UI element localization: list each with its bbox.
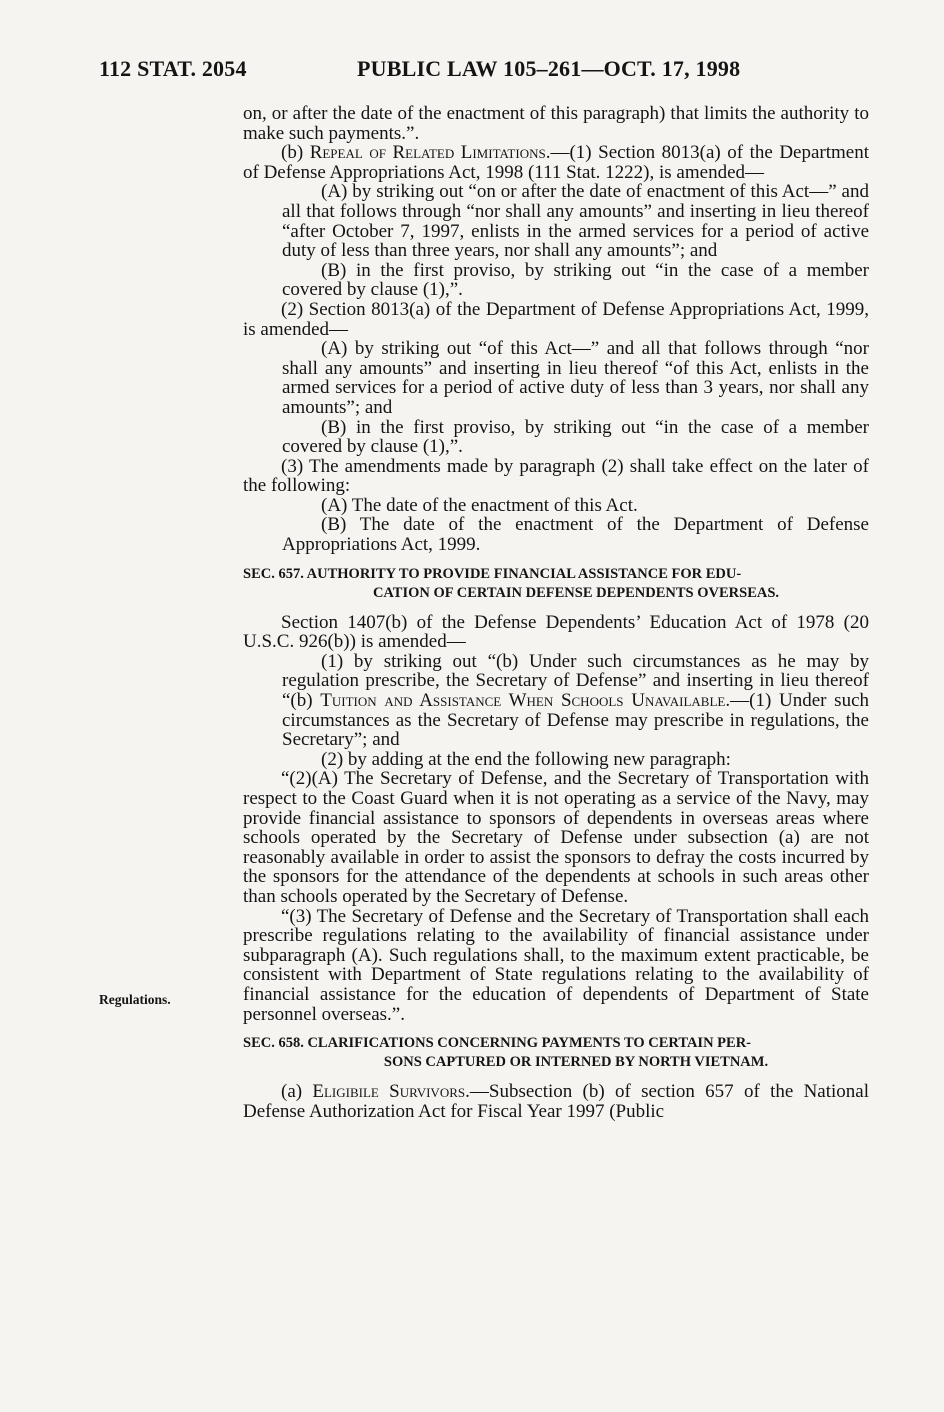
paragraph-text: .—Subsection (b) of section 657 of the National Defense Authorization Act for Fiscal Year 1997 (Public (243, 1081, 869, 1122)
section-657-item-1 (243, 652, 869, 750)
item-text: (1) by striking out “(b) Under such circumstances as he may by regulation prescribe, the Secretary of Defense” and inserting in lieu thereof “(b) (282, 650, 869, 712)
paragraph-label: (b) (281, 142, 310, 164)
public-law-title: PUBLIC LAW 105–261—OCT. 17, 1998 (357, 56, 741, 81)
clause-2b: (B) in the first proviso, by striking out “in the case of a member covered by clause (1),”. (282, 416, 869, 458)
section-658-heading-line2: SONS CAPTURED OR INTERNED BY NORTH VIETNAM. (383, 1054, 769, 1071)
new-paragraph-3: “(3) The Secretary of Defense and the Secretary of Transportation shall each prescribe regulations relating to the availability of financial assistance under subparagraph (A). Such regulations shall, to the maximum extent practicable, be consistent with Department of State regulations relating to the availability of financial assistance for the education of dependents of Department of State personnel overseas.”. (243, 905, 869, 1025)
section-658-heading (243, 1034, 869, 1072)
clause-3b: (B) The date of the enactment of the Department of Defense Appropriations Act, 1999. (282, 514, 869, 556)
section-658-paragraph-a (243, 1082, 869, 1121)
paragraph-text: .—(1) Section 8013(a) of the Department of Defense Appropriations Act, 1998 (111 Stat. 1222), is amended— (243, 142, 870, 183)
paragraph-repeal-related-limitations (243, 143, 869, 182)
clause-3a: (A) The date of the enactment of this Act. (321, 494, 638, 516)
margin-note-regulations: Regulations. (99, 992, 171, 1007)
clause-1b: (B) in the first proviso, by striking out “in the case of a member covered by clause (1),”. (282, 259, 869, 301)
paragraph-continuation: on, or after the date of the enactment of this paragraph) that limits the authority to make such payments.”. (243, 103, 869, 144)
section-657-heading-line2: CATION OF CERTAIN DEFENSE DEPENDENTS OVERSEAS. (372, 584, 780, 601)
paragraph-label: (a) (281, 1081, 313, 1103)
paragraph-3: (3) The amendments made by paragraph (2) shall take effect on the later of the following: (243, 455, 869, 497)
new-paragraph-2a: “(2)(A) The Secretary of Defense, and the Secretary of Transportation with respect to the Coast Guard when it is not operating as a service of the Navy, may provide financial assistance to sponsors of dependents in overseas areas where schools operated by the Secretary of Defense under subsection (a) are not reasonably available in order to assist the sponsors to defray the costs incurred by the sponsors for the attendance of the dependents at schools in such areas other than schools operated by the Secretary of Defense. (243, 768, 869, 907)
section-657-heading (243, 565, 869, 603)
section-heading-repeal: Repeal of Related Limitations (309, 142, 546, 164)
section-657-item-2: (2) by adding at the end the following new paragraph: (321, 748, 731, 770)
clause-2a: (A) by striking out “of this Act—” and all that follows through “nor shall any amounts” and inserting in lieu thereof “of this Act, enlists in the armed services for a period of active duty of less than 3 years, nor shall any amounts”; and (282, 338, 869, 418)
paragraph-2: (2) Section 8013(a) of the Department of Defense Appropriations Act, 1999, is amended— (243, 298, 869, 340)
section-657-intro: Section 1407(b) of the Defense Dependents’ Education Act of 1978 (20 U.S.C. 926(b)) is amended— (243, 611, 869, 653)
item-text-rest: .—(1) Under such circumstances as the Secretary of Defense may prescribe in regulations, the Secretary”; and (282, 690, 870, 751)
stat-citation: 112 STAT. 2054 (99, 56, 247, 81)
document-body (243, 104, 869, 1121)
inserted-heading: Tuition and Assistance When Schools Unavailable (320, 690, 726, 712)
clause-1a: (A) by striking out “on or after the date of enactment of this Act—” and all that follows through “nor shall any amounts” and inserting in lieu thereof “after October 7, 1997, enlists in the armed services for a period of active duty of less than three years, nor shall any amounts”; and (282, 181, 869, 262)
section-657-heading-line1: SEC. 657. AUTHORITY TO PROVIDE FINANCIAL ASSISTANCE FOR EDU- (243, 565, 742, 582)
subsection-heading-eligible-survivors: Eligibile Survivors (312, 1081, 466, 1103)
section-658-heading-line1: SEC. 658. CLARIFICATIONS CONCERNING PAYMENTS TO CERTAIN PER- (243, 1035, 752, 1052)
